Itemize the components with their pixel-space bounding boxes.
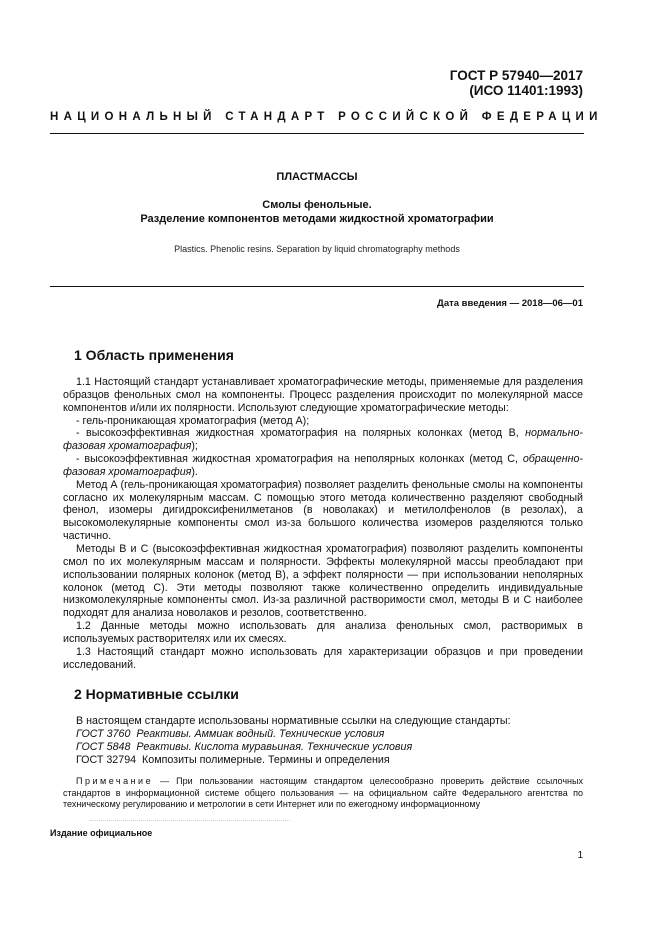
reference-item: ГОСТ 3760 Реактивы. Аммиак водный. Технические условия	[76, 727, 385, 740]
paragraph-methods-b-c: Методы В и С (высокоэффективная жидкостная хроматография) позволяют разделить компоненты смол по их молекулярным массам и полярности. Эффекты молекулярной массы преобладают при использовании полярных колонок (метод В), а эффект полярности — при использовании неполярных колонок (метод С). Эти методы позволяют также количественно определить индивидуальные низкомолекулярные компоненты смол. Из-за различной растворимости смол, методы В и С наиболее подходят для анализа новолаков и резолов, соответственно.	[63, 542, 583, 620]
title-rule	[50, 286, 584, 287]
section-1-heading: 1 Область применения	[74, 347, 234, 363]
paragraph-1-2: 1.2 Данные методы можно использовать для анализа фенольных смол, растворимых в используемых растворителях или их смесях.	[63, 620, 583, 645]
list-item-method-c: - высокоэффективная жидкостная хроматография на неполярных колонках (метод С, обращенно-фазовая хроматография).	[63, 453, 583, 478]
paragraph-1-1: 1.1 Настоящий стандарт устанавливает хроматографические методы, применяемые для разделения образцов фенольных смол на компоненты. Процесс разделения происходит по молекулярной массе компонентов и/или их полярности. Используют следующие хроматографические методы:	[63, 376, 583, 414]
paragraph-method-a: Метод А (гель-проникающая хроматография) позволяет разделить фенольные смолы на компоненты согласно их молекулярным массам. С помощью этого метода количественно разделяют свободный фенол, изомеры дигидроксифенилметанов (в новолаках) и метилолфенолов (в резолах), а высокомолекулярные компоненты смол из-за большого количества изомеров разделяются только частично.	[63, 478, 583, 543]
paragraph-1-3: 1.3 Настоящий стандарт можно использовать для характеризации образцов и при проведении исследований.	[63, 645, 583, 671]
reference-item: ГОСТ 5848 Реактивы. Кислота муравьиная. Технические условия	[76, 740, 413, 753]
national-standard-banner: НАЦИОНАЛЬНЫЙ СТАНДАРТ РОССИЙСКОЙ ФЕДЕРАЦИИ	[50, 111, 603, 123]
effective-date: Дата введения — 2018—06—01	[437, 298, 583, 309]
note-block	[63, 776, 583, 811]
header-rule	[50, 133, 584, 134]
decorative-dotted-line	[90, 820, 290, 821]
official-edition-label: Издание официальное	[50, 828, 153, 838]
standard-code-block	[450, 68, 583, 98]
document-subtitle-1: Смолы фенольные.	[262, 199, 372, 211]
standard-code: ГОСТ Р 57940—2017	[449, 68, 583, 83]
normative-references	[76, 715, 586, 766]
document-subtitle-2: Разделение компонентов методами жидкостной хроматографии	[140, 213, 494, 225]
section-1-body	[63, 376, 583, 671]
document-title: ПЛАСТМАССЫ	[276, 171, 358, 183]
section-2-heading: 2 Нормативные ссылки	[74, 686, 239, 702]
list-item-method-a: - гель-проникающая хроматография (метод А);	[76, 414, 310, 427]
english-title: Plastics. Phenolic resins. Separation by liquid chromatography methods	[174, 244, 460, 254]
page-number: 1	[577, 850, 583, 861]
reference-item: ГОСТ 32794 Композиты полимерные. Термины и определения	[76, 753, 390, 766]
iso-code: (ИСО 11401:1993)	[469, 83, 583, 98]
references-intro: В настоящем стандарте использованы нормативные ссылки на следующие стандарты:	[76, 715, 511, 727]
note-label: Примечание	[76, 776, 154, 786]
list-item-method-b: - высокоэффективная жидкостная хроматография на полярных колонках (метод В, нормально-фазовая хроматография);	[63, 427, 583, 453]
note-text: — При пользовании настоящим стандартом целесообразно проверить действие ссылочных стандартов в информационной системе общего пользования — на официальном сайте Федерального агентства по техническому регулированию и метрологии в сети Интернет или по ежегодному информационному	[63, 776, 583, 809]
